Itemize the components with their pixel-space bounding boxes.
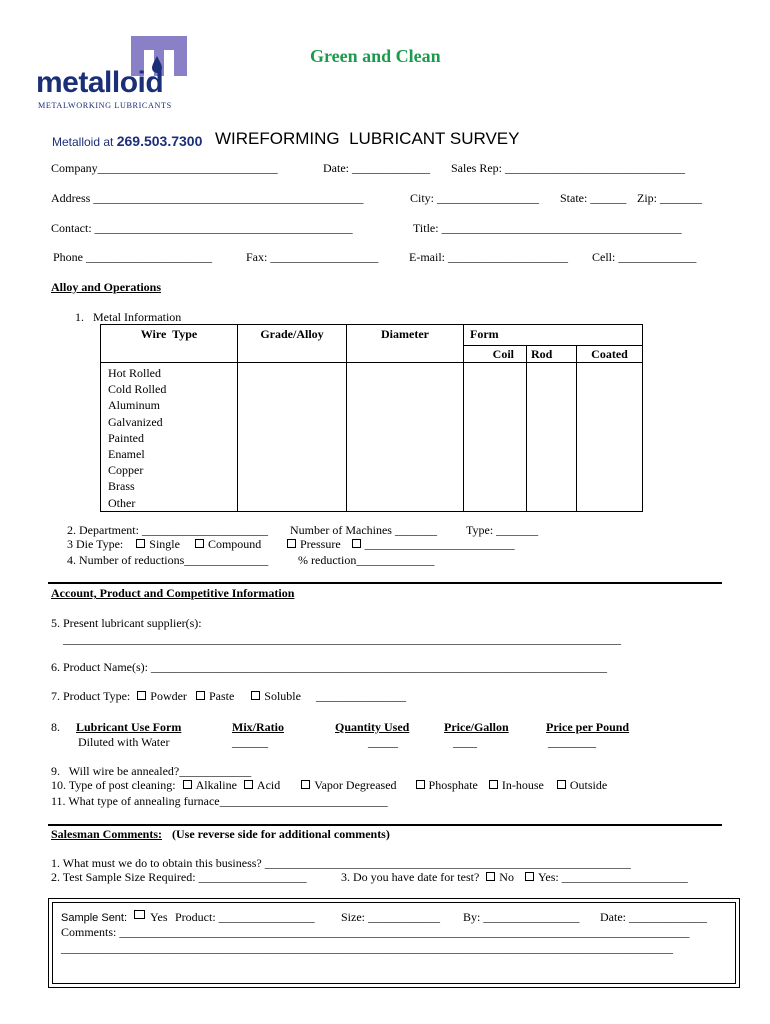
q9-field[interactable]: 9. Will wire be annealed?____________ bbox=[51, 764, 252, 778]
alloy-heading: Alloy and Operations bbox=[51, 280, 162, 294]
salesman-note: (Use reverse side for additional comments) bbox=[172, 827, 390, 841]
phone-field[interactable]: Phone _____________________ bbox=[53, 250, 212, 264]
powder-label: Powder bbox=[150, 689, 187, 703]
company-field[interactable]: Company______________________________ bbox=[51, 161, 278, 175]
header-diameter: Diameter bbox=[347, 325, 464, 363]
soluble-label: Soluble bbox=[264, 689, 301, 703]
phone-number: 269.503.7300 bbox=[116, 133, 203, 149]
comments-line[interactable]: ______________________________________________________________________________________________________ bbox=[61, 941, 673, 955]
header-coated: Coated bbox=[577, 346, 643, 363]
department-field[interactable]: 2. Department: _____________________ bbox=[67, 523, 268, 537]
q8-number: 8. bbox=[51, 720, 60, 734]
phosphate-label: Phosphate bbox=[428, 778, 478, 792]
acid-checkbox[interactable] bbox=[244, 780, 253, 789]
inhouse-checkbox[interactable] bbox=[489, 780, 498, 789]
sales-rep-field[interactable]: Sales Rep: ______________________________ bbox=[451, 161, 685, 175]
sample-sent-label: Sample Sent: bbox=[61, 912, 128, 924]
soluble-checkbox[interactable] bbox=[251, 691, 260, 700]
section-divider bbox=[48, 582, 722, 584]
form-title: WIREFORMING LUBRICANT SURVEY bbox=[215, 129, 520, 148]
powder-checkbox[interactable] bbox=[137, 691, 146, 700]
q5-label: 5. Present lubricant supplier(s): bbox=[51, 616, 202, 630]
q11-field[interactable]: 11. What type of annealing furnace____________________________ bbox=[51, 794, 388, 808]
title-field[interactable]: Title: ________________________________________ bbox=[413, 221, 682, 235]
qty-used-blank[interactable]: _____ bbox=[368, 735, 398, 749]
no-label: No bbox=[499, 870, 514, 884]
q7-label: 7. Product Type: bbox=[51, 689, 131, 703]
wire-type-galvanized: Galvanized bbox=[108, 414, 163, 429]
vapor-checkbox[interactable] bbox=[301, 780, 310, 789]
outside-checkbox[interactable] bbox=[557, 780, 566, 789]
fax-field[interactable]: Fax: __________________ bbox=[246, 250, 379, 264]
pressure-label: Pressure bbox=[300, 537, 341, 551]
sample-sent-row bbox=[61, 910, 168, 925]
yes-field[interactable]: Yes: _____________________ bbox=[537, 870, 688, 884]
price-gallon-header: Price/Gallon bbox=[444, 720, 509, 734]
other-pressure-checkbox[interactable] bbox=[352, 539, 361, 548]
section-divider-2 bbox=[48, 824, 722, 826]
salesman-heading-row bbox=[51, 827, 390, 842]
pressure-row bbox=[285, 537, 515, 552]
lub-form-header: Lubricant Use Form bbox=[76, 720, 182, 734]
compound-label: Compound bbox=[207, 537, 262, 551]
wire-type-other: Other bbox=[108, 495, 136, 510]
pressure-blank[interactable]: _________________________ bbox=[364, 537, 515, 551]
contact-field[interactable]: Contact: ___________________________________________ bbox=[51, 221, 353, 235]
business-question[interactable]: 1. What must we do to obtain this business? _____________________________________________________________ bbox=[51, 856, 631, 870]
price-pound-blank[interactable]: ________ bbox=[548, 735, 596, 749]
sample-by-field[interactable]: By: ________________ bbox=[463, 910, 580, 924]
paste-label: Paste bbox=[208, 689, 235, 703]
sample-product-field[interactable]: Product: ________________ bbox=[175, 910, 315, 924]
rod-cell[interactable] bbox=[527, 363, 577, 512]
address-field[interactable]: Address _____________________________________________ bbox=[51, 191, 364, 205]
compound-checkbox[interactable] bbox=[195, 539, 204, 548]
comments-field[interactable]: Comments: _______________________________________________________________________________________________ bbox=[61, 925, 690, 939]
die-type-row bbox=[67, 537, 261, 552]
phone-label-text: Metalloid at bbox=[52, 135, 114, 149]
state-field[interactable]: State: ______ bbox=[560, 191, 627, 205]
q10-label: 10. Type of post cleaning: bbox=[51, 778, 176, 792]
test-date-row bbox=[341, 870, 688, 885]
yes-checkbox[interactable] bbox=[525, 872, 534, 881]
inhouse-label: In-house bbox=[501, 778, 544, 792]
q5-line[interactable]: _____________________________________________________________________________________________ bbox=[63, 632, 621, 646]
type-field[interactable]: Type: _______ bbox=[466, 523, 539, 537]
mix-ratio-header: Mix/Ratio bbox=[232, 720, 284, 734]
die-type-label: 3 Die Type: bbox=[67, 537, 124, 551]
tagline: Green and Clean bbox=[310, 46, 441, 66]
pressure-checkbox[interactable] bbox=[287, 539, 296, 548]
test-sample-size[interactable]: 2. Test Sample Size Required: __________________ bbox=[51, 870, 307, 884]
phosphate-checkbox[interactable] bbox=[416, 780, 425, 789]
zip-field[interactable]: Zip: _______ bbox=[637, 191, 702, 205]
header-grade-alloy: Grade/Alloy bbox=[238, 325, 347, 363]
machines-field[interactable]: Number of Machines _______ bbox=[290, 523, 437, 537]
mix-ratio-blank[interactable]: ______ bbox=[232, 735, 268, 749]
metal-info-label: 1. Metal Information bbox=[75, 310, 182, 324]
logo-brand: metalloid bbox=[36, 66, 164, 99]
coated-cell[interactable] bbox=[577, 363, 643, 512]
sample-yes-checkbox[interactable] bbox=[134, 910, 145, 919]
q6-field[interactable]: 6. Product Name(s): ____________________________________________________________________________ bbox=[51, 660, 607, 674]
alkaline-checkbox[interactable] bbox=[183, 780, 192, 789]
q7-blank[interactable]: _______________ bbox=[315, 689, 406, 703]
phone-label bbox=[52, 133, 202, 149]
alkaline-label: Alkaline bbox=[195, 778, 237, 792]
logo-subtitle: METALWORKING LUBRICANTS bbox=[38, 101, 172, 110]
metal-info-table bbox=[100, 324, 643, 512]
pct-reduction-field[interactable]: % reduction_____________ bbox=[298, 553, 435, 567]
no-checkbox[interactable] bbox=[486, 872, 495, 881]
outside-label: Outside bbox=[569, 778, 608, 792]
metalloid-logo bbox=[36, 34, 196, 114]
qty-used-header: Quantity Used bbox=[335, 720, 410, 734]
cell-field[interactable]: Cell: _____________ bbox=[592, 250, 697, 264]
salesman-heading: Salesman Comments: bbox=[51, 827, 162, 841]
wire-type-painted: Painted bbox=[108, 430, 144, 445]
single-label: Single bbox=[149, 537, 180, 551]
test-date-label: 3. Do you have date for test? bbox=[341, 870, 480, 884]
sample-yes-label: Yes bbox=[150, 910, 168, 924]
header-rod: Rod bbox=[527, 346, 577, 363]
wire-type-cold-rolled: Cold Rolled bbox=[108, 382, 167, 397]
wire-type-copper: Copper bbox=[108, 463, 144, 478]
single-checkbox[interactable] bbox=[136, 539, 145, 548]
header-wire-type: Wire Type bbox=[101, 325, 238, 363]
grade-alloy-cell[interactable] bbox=[238, 363, 347, 512]
header-form: Form bbox=[464, 325, 643, 346]
sample-date-field[interactable]: Date: _____________ bbox=[600, 910, 707, 924]
paste-checkbox[interactable] bbox=[196, 691, 205, 700]
header-coil: Coil bbox=[464, 346, 527, 363]
wire-type-aluminum: Aluminum bbox=[108, 398, 161, 413]
email-field[interactable]: E-mail: ____________________ bbox=[409, 250, 568, 264]
city-field[interactable]: City: _________________ bbox=[410, 191, 540, 205]
wire-type-cell bbox=[101, 363, 238, 512]
reductions-field[interactable]: 4. Number of reductions______________ bbox=[67, 553, 269, 567]
coil-cell[interactable] bbox=[464, 363, 527, 512]
diameter-cell[interactable] bbox=[347, 363, 464, 512]
diluted-label: Diluted with Water bbox=[78, 735, 170, 749]
price-gallon-blank[interactable]: ____ bbox=[453, 735, 477, 749]
wire-type-enamel: Enamel bbox=[108, 446, 145, 461]
wire-type-brass: Brass bbox=[108, 479, 135, 494]
acid-label: Acid bbox=[256, 778, 281, 792]
q7-row bbox=[51, 689, 406, 704]
q10-row bbox=[51, 778, 607, 793]
account-heading: Account, Product and Competitive Information bbox=[51, 586, 295, 600]
vapor-label: Vapor Degreased bbox=[314, 778, 397, 792]
sample-size-field[interactable]: Size: ____________ bbox=[341, 910, 440, 924]
date-field[interactable]: Date: _____________ bbox=[323, 161, 430, 175]
price-pound-header: Price per Pound bbox=[546, 720, 630, 734]
wire-type-hot-rolled: Hot Rolled bbox=[108, 366, 161, 380]
